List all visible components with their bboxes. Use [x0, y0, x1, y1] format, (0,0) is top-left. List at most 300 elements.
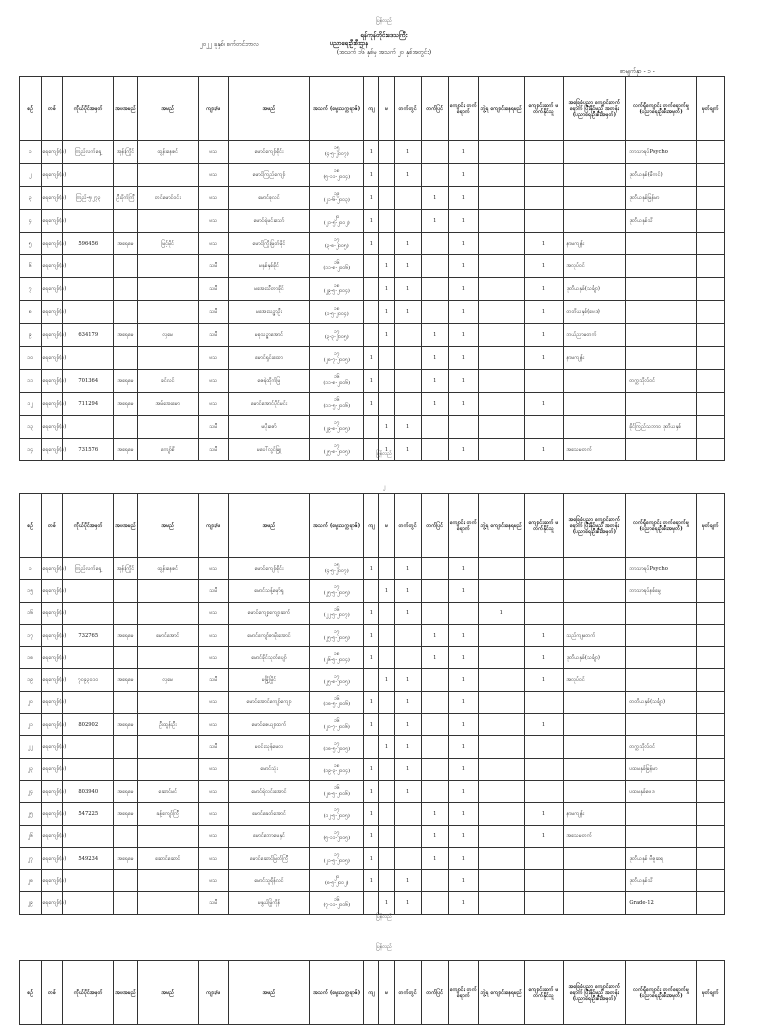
- column-header: မှတ်ချက်: [696, 77, 724, 141]
- cell-person: မောင်ရဲလင်းအောင်: [228, 780, 309, 802]
- age-value: ၁၇: [333, 328, 340, 335]
- cell-c2: [379, 141, 394, 164]
- cell-c1: 1: [364, 825, 379, 847]
- cell-person: မောင်ဘောမေနှင်: [228, 825, 309, 847]
- cell-c9: ဒုတိယနှစ်မြန်မာ: [626, 186, 696, 209]
- age-value: ၁၇: [333, 443, 340, 450]
- cell-unit: ရေကျော်(၁): [41, 438, 63, 461]
- cell-father: အုန်းကြိုင်: [114, 558, 138, 580]
- table-header-row: [20, 961, 725, 1025]
- column-header: လက်ရှိကျောင်း တက်ရောက်မှု (ပညာရေးဦးစီးအမှတ်): [626, 77, 696, 141]
- age-dob-cell: [310, 209, 364, 232]
- cell-c5: 1: [448, 209, 478, 232]
- cell-c2: 1: [379, 669, 394, 691]
- table-row: [20, 209, 725, 232]
- cell-c9: [626, 324, 696, 347]
- dob-value: (၂၀-၇-၂၀၀၆): [323, 723, 350, 730]
- cell-id: 596456: [63, 232, 114, 255]
- cell-c5: 1: [448, 301, 478, 324]
- cell-c5: 1: [448, 714, 478, 736]
- cell-c4: 1: [421, 209, 448, 232]
- cell-unit: ရေကျော်(၁): [41, 847, 63, 869]
- cell-sex: ဗသ: [198, 825, 228, 847]
- cell-id: [63, 691, 114, 713]
- column-header: လက်ရှိကျောင်း တက်ရောက်မှု (ပညာရေးဦးစီးအမှတ်): [626, 961, 696, 1025]
- cell-no: ၇: [20, 278, 42, 301]
- cell-unit: ရေကျော်(၁): [41, 415, 63, 438]
- column-header: ကျောင်း တက်ရောက်: [448, 494, 478, 558]
- table-row: [20, 714, 725, 736]
- cell-c3: 1: [394, 415, 421, 438]
- cell-sex: ဗသ: [198, 847, 228, 869]
- header-line2-left: ၂၀၂၂ ခုနှစ်၊ စက်တင်ဘာလ: [200, 41, 260, 48]
- cell-c8: အလုပ်ဝင်: [563, 669, 626, 691]
- cell-c8: အသေမတက်: [563, 438, 626, 461]
- age-value: ၁၈: [333, 651, 340, 658]
- cell-c3: [394, 847, 421, 869]
- cell-c8: ဒုတိယနှစ်(သင်္ချာ): [563, 278, 626, 301]
- cell-no: ၂၈: [20, 870, 42, 892]
- cell-id: [63, 758, 114, 780]
- cell-c4: 1: [421, 369, 448, 392]
- dob-value: (၁၈-၅-၂၀၀၅): [323, 746, 351, 753]
- dob-value: (၂၅-၅-၂၀၀၅): [323, 634, 350, 641]
- cell-no: ၂၅: [20, 803, 42, 825]
- cell-c1: 1: [364, 647, 379, 669]
- cell-c7: [524, 141, 563, 164]
- cell-c10: [696, 647, 724, 669]
- cell-sex: ဗသ: [198, 209, 228, 232]
- column-header: အခြေခံပညာ ကျောင်းတက်ရောက် ပြီးနိုင်မည့် အတန်း (ပညာရေးဦးစီးအမှတ်): [563, 961, 626, 1025]
- age-value: ၁၇: [333, 807, 340, 814]
- column-header: အမည်: [228, 77, 309, 141]
- cell-name: မောင်အောင်: [138, 624, 199, 646]
- cell-person: မောင်ကြိုးမြတ်မိုင်: [228, 232, 309, 255]
- age-dob-cell: [310, 163, 364, 186]
- cell-c3: 1: [394, 301, 421, 324]
- cell-c5: 1: [448, 163, 478, 186]
- cell-c5: 1: [448, 580, 478, 602]
- age-value: ၁၆: [333, 259, 340, 266]
- cell-c3: 1: [394, 714, 421, 736]
- cell-no: ၁၉: [20, 669, 42, 691]
- cell-unit: ရေကျော်(၁): [41, 141, 63, 164]
- cell-c9: တက္ကသိုလ်ဝင်: [626, 369, 696, 392]
- cell-c2: 1: [379, 415, 394, 438]
- cell-sex: ဗသ: [198, 758, 228, 780]
- cell-name: [138, 209, 199, 232]
- cell-father: အရေမေ: [114, 324, 138, 347]
- cell-c3: [394, 209, 421, 232]
- cell-c6: [479, 714, 524, 736]
- cell-person: မနှစ်နှစ်ခိုင်: [228, 255, 309, 278]
- cell-c8: [563, 758, 626, 780]
- cell-c4: 1: [421, 847, 448, 869]
- cell-person: မောင်ဆောင်မြတ်ကြီ: [228, 847, 309, 869]
- cell-sex: ဗသ: [198, 558, 228, 580]
- cell-name: [138, 691, 199, 713]
- cell-c10: [696, 163, 724, 186]
- cell-c3: 1: [394, 758, 421, 780]
- cell-c7: [524, 209, 563, 232]
- age-value: ၁၇: [333, 420, 340, 427]
- cell-c4: [421, 714, 448, 736]
- age-value: ၁၉: [333, 191, 340, 198]
- cell-sex: ဗသ: [198, 369, 228, 392]
- table-row: [20, 186, 725, 209]
- cell-unit: ရေကျော်(၁): [41, 301, 63, 324]
- cell-c2: 1: [379, 438, 394, 461]
- cell-c9: [626, 278, 696, 301]
- cell-sex: ဗသ: [198, 347, 228, 370]
- cell-c7: [524, 758, 563, 780]
- cell-name: ဦးထွန်းဦး: [138, 714, 199, 736]
- cell-c8: [563, 780, 626, 802]
- cell-c3: 1: [394, 558, 421, 580]
- age-value: ၁၇: [333, 852, 340, 858]
- cell-id: ကြည်လက်ရှေ့: [63, 558, 114, 580]
- cell-person: မမြို့မြိုင်: [228, 669, 309, 691]
- age-dob-cell: [310, 232, 364, 255]
- dob-value: (၂၅-၅-၂၀၀၅): [323, 589, 350, 596]
- cell-c10: [696, 825, 724, 847]
- cell-c5: 1: [448, 758, 478, 780]
- cell-c4: 1: [421, 324, 448, 347]
- cell-c2: [379, 847, 394, 869]
- cell-c7: [524, 580, 563, 602]
- cell-sex: သမီ: [198, 736, 228, 758]
- cell-c4: [421, 415, 448, 438]
- dob-value: (၁၁-၈-၂၀၀၆): [323, 265, 351, 272]
- cell-c7: 1: [524, 624, 563, 646]
- cell-c8: [563, 141, 626, 164]
- cell-c7: 1: [524, 278, 563, 301]
- age-value: ၁၆: [333, 785, 340, 792]
- cell-unit: ရေကျော်(၁): [41, 803, 63, 825]
- table-row: [20, 392, 725, 415]
- cell-c6: [479, 301, 524, 324]
- cell-person: မောင်အောင်ပိုင်မင်း: [228, 392, 309, 415]
- cell-c8: ဒုတိယနှစ်(သင်္ချာ): [563, 647, 626, 669]
- age-dob-cell: [310, 870, 364, 892]
- cell-c2: [379, 186, 394, 209]
- cell-c3: 1: [394, 780, 421, 802]
- cell-c8: [563, 691, 626, 713]
- cell-father: အရေမေ: [114, 624, 138, 646]
- cell-id: [63, 870, 114, 892]
- column-header: ကိုယ်ပိုင်အမှတ်: [63, 494, 114, 558]
- cell-sex: ဗသ: [198, 870, 228, 892]
- cell-unit: ရေကျော်(၁): [41, 691, 63, 713]
- cell-c2: [379, 714, 394, 736]
- cell-c7: [524, 691, 563, 713]
- cell-c7: 1: [524, 301, 563, 324]
- dob-value: (၁-၅-၂၀၀၄): [324, 311, 349, 318]
- cell-c5: 1: [448, 324, 478, 347]
- table-row: [20, 558, 725, 580]
- table-row: [20, 691, 725, 713]
- cell-c6: [479, 647, 524, 669]
- column-header: အမည်: [228, 961, 309, 1025]
- cell-father: အရေမေ: [114, 392, 138, 415]
- cell-c2: [379, 347, 394, 370]
- dob-value: (၂၈-၅-၂၀၀၆): [323, 790, 350, 797]
- column-header: တစ်: [41, 77, 63, 141]
- cell-no: ၁၄: [20, 438, 42, 461]
- cell-id: [63, 736, 114, 758]
- cell-unit: ရေကျော်(၁): [41, 186, 63, 209]
- cell-c4: [421, 691, 448, 713]
- cell-c7: [524, 369, 563, 392]
- age-value: ၁၇: [333, 584, 340, 591]
- cell-no: ၂၁: [20, 714, 42, 736]
- cell-c5: 1: [448, 186, 478, 209]
- cell-c5: [448, 415, 478, 438]
- cell-c2: [379, 691, 394, 713]
- cell-c9: ဒုတိယနှစ်သိ: [626, 870, 696, 892]
- cell-id: [63, 415, 114, 438]
- cell-c10: [696, 392, 724, 415]
- cell-c8: [563, 602, 626, 624]
- cell-c4: [421, 602, 448, 624]
- age-value: ၁၆: [333, 374, 340, 381]
- column-header: ကျ: [364, 961, 379, 1025]
- cell-name: ဆောင်မင်: [138, 780, 199, 802]
- cell-sex: ဗသ: [198, 602, 228, 624]
- cell-father: အရေမေ: [114, 669, 138, 691]
- cell-father: [114, 892, 138, 914]
- cell-no: ၂၉: [20, 892, 42, 914]
- cell-unit: ရေကျော်(၁): [41, 232, 63, 255]
- cell-no: ၂၃: [20, 758, 42, 780]
- dob-value: (၂၈-၇-၂၀၀၅): [323, 356, 350, 363]
- dob-value: (၃-၈-၂၀၀၅): [324, 242, 349, 249]
- cell-c7: [524, 186, 563, 209]
- cell-no: ၂: [20, 163, 42, 186]
- column-header: တက်တွင်: [394, 77, 421, 141]
- cell-c6: [479, 847, 524, 869]
- cell-c8: နာမကျန်း: [563, 803, 626, 825]
- cell-c5: 1: [448, 438, 478, 461]
- dob-value: (၅-၁၁-၂၀၀၄): [323, 173, 351, 180]
- cell-c3: 1: [394, 141, 421, 164]
- cell-person: မောင်ခိုင်သုတ်ပျော်: [228, 647, 309, 669]
- age-value: ၁၅: [333, 145, 340, 152]
- cell-no: ၁၅: [20, 580, 42, 602]
- table-row: [20, 369, 725, 392]
- cell-c3: [394, 369, 421, 392]
- cell-c7: [524, 163, 563, 186]
- cell-name: [138, 736, 199, 758]
- dob-value: (၇-၁၁-၂၀၀၆): [323, 902, 351, 909]
- cell-c6: [479, 892, 524, 914]
- cell-unit: ရေကျော်(၁): [41, 347, 63, 370]
- cell-c8: အလုပ်ဝင်: [563, 255, 626, 278]
- cell-father: [114, 580, 138, 602]
- cell-c3: [394, 647, 421, 669]
- cell-c5: 1: [448, 141, 478, 164]
- cell-c6: [479, 691, 524, 713]
- cell-father: ဦးပိုက်ကြီ: [114, 186, 138, 209]
- cell-c4: 1: [421, 624, 448, 646]
- cell-c9: [626, 803, 696, 825]
- cell-id: [63, 301, 114, 324]
- cell-c10: [696, 714, 724, 736]
- cell-c5: 1: [448, 892, 478, 914]
- cell-c1: [364, 415, 379, 438]
- cell-c10: [696, 758, 724, 780]
- column-header: မှတ်ချက်: [696, 494, 724, 558]
- cell-c1: 1: [364, 209, 379, 232]
- age-value: ၁၈: [333, 762, 340, 769]
- cell-person: မောင်ကျော်စိုင်း: [228, 141, 309, 164]
- dob-value: (၅-၁၁-၂၀၀၅): [323, 835, 351, 842]
- cell-c8: [563, 415, 626, 438]
- column-header: စဉ်: [20, 961, 42, 1025]
- age-dob-cell: [310, 847, 364, 869]
- cell-c4: 1: [421, 647, 448, 669]
- cell-c10: [696, 186, 724, 209]
- cell-no: ၂၇: [20, 847, 42, 869]
- cell-c7: 1: [524, 232, 563, 255]
- age-value: ၁၇: [333, 673, 340, 680]
- cell-id: [63, 347, 114, 370]
- cell-c10: [696, 847, 724, 869]
- column-header: အခြေခံပညာ ကျောင်းတက်ရောက် ပြီးနိုင်မည့် အတန်း (ပညာရေးဦးစီးအမှတ်): [563, 494, 626, 558]
- column-header: အဖအမည်: [114, 961, 138, 1025]
- cell-unit: ရေကျော်(၁): [41, 624, 63, 646]
- cell-no: ၁: [20, 558, 42, 580]
- cell-unit: ရေကျော်(၁): [41, 736, 63, 758]
- cell-c8: အသေမတက်: [563, 825, 626, 847]
- cell-c8: [563, 714, 626, 736]
- dob-value: (၈-၅-၂၀၀၂): [325, 879, 349, 886]
- column-header: ကျ: [364, 494, 379, 558]
- cell-id: [63, 163, 114, 186]
- cell-sex: သမီ: [198, 580, 228, 602]
- cell-father: [114, 691, 138, 713]
- age-value: ၁၈: [333, 282, 340, 289]
- cell-c9: ဒုတိယနှစ် ဗီဇူဆရ: [626, 847, 696, 869]
- cell-person: မောင်ကြည်ကျော်: [228, 163, 309, 186]
- cell-c2: [379, 163, 394, 186]
- cell-c8: [563, 847, 626, 869]
- cell-c1: 1: [364, 186, 379, 209]
- cell-person: မစုသဉ္ဇာအောင်: [228, 324, 309, 347]
- cell-father: [114, 415, 138, 438]
- cell-c9: ခိုင်ကြည်သဘာဝ ဒုတိယနှစ်: [626, 415, 696, 438]
- cell-c6: [479, 624, 524, 646]
- cell-id: 547225: [63, 803, 114, 825]
- cell-c3: [394, 186, 421, 209]
- column-header: ကိုယ်ပိုင်အမှတ်: [63, 961, 114, 1025]
- cell-name: ထွန်းနေဇင်: [138, 141, 199, 164]
- cell-c1: 1: [364, 847, 379, 869]
- cell-c2: [379, 392, 394, 415]
- cell-sex: သမီ: [198, 438, 228, 461]
- column-header: မ: [379, 961, 394, 1025]
- cell-c10: [696, 255, 724, 278]
- cell-c5: 1: [448, 847, 478, 869]
- cell-c3: 1: [394, 438, 421, 461]
- dob-value: (၃-၃-၂၀၀၅): [324, 334, 349, 341]
- cell-id: 701364: [63, 369, 114, 392]
- cell-c6: [479, 232, 524, 255]
- cell-name: လှမေ: [138, 324, 199, 347]
- cell-person: မောင်ရှင်းထော: [228, 347, 309, 370]
- cell-c9: [626, 624, 696, 646]
- cell-c8: [563, 558, 626, 580]
- cell-c10: [696, 669, 724, 691]
- column-header: တက်တွင်: [394, 494, 421, 558]
- header-line2-right: ပညာရေးဦးစီးဌာန: [330, 40, 369, 47]
- cell-c9: [626, 602, 696, 624]
- cell-c6: [479, 163, 524, 186]
- cell-c9: [626, 714, 696, 736]
- cell-father: [114, 163, 138, 186]
- cell-sex: ဗသ: [198, 714, 228, 736]
- cell-c4: [421, 163, 448, 186]
- column-header: အမည်: [138, 77, 199, 141]
- cell-id: ကြည်လက်ရှေ့: [63, 141, 114, 164]
- cell-father: အရေမေ: [114, 714, 138, 736]
- cell-c3: [394, 825, 421, 847]
- column-header: အဖအမည်: [114, 494, 138, 558]
- cell-person: မောင်ကျော့ကျော့ဆက်: [228, 602, 309, 624]
- cell-c7: [524, 870, 563, 892]
- cell-c10: [696, 415, 724, 438]
- cell-no: ၂၄: [20, 780, 42, 802]
- cell-c1: 1: [364, 369, 379, 392]
- cell-father: အရေမေ: [114, 232, 138, 255]
- column-header: တက်ပြင်: [421, 77, 448, 141]
- cell-c9: [626, 255, 696, 278]
- cell-c2: [379, 558, 394, 580]
- cell-c9: ဒုတိယနှစ်(မီကင်): [626, 163, 696, 186]
- cell-no: ၂၆: [20, 825, 42, 847]
- cell-c9: ဘာသာရပ်Psycho: [626, 141, 696, 164]
- cell-c10: [696, 580, 724, 602]
- cell-no: ၆: [20, 255, 42, 278]
- cell-person: မောင်ခေတ်အောင်: [228, 803, 309, 825]
- cell-c6: [479, 255, 524, 278]
- cell-name: ဆောင်ဆောင်: [138, 847, 199, 869]
- cell-c7: 1: [524, 438, 563, 461]
- table-row: [20, 301, 725, 324]
- dob-value: (၂၂-၅-၂၀၀၇): [323, 612, 350, 619]
- cell-father: အုန်းကြိုင်: [114, 141, 138, 164]
- cell-c1: 1: [364, 714, 379, 736]
- column-header: ဘွဲ့ရ ကျောင်းနေရမည်: [479, 961, 524, 1025]
- cell-c4: 1: [421, 825, 448, 847]
- cell-c9: ပထမနှစ်ဗေဒ: [626, 780, 696, 802]
- cell-c6: [479, 392, 524, 415]
- cell-c2: [379, 624, 394, 646]
- cell-name: မြင့်မိုင်: [138, 232, 199, 255]
- age-value: ၁၇: [333, 829, 340, 836]
- cell-c1: [364, 324, 379, 347]
- table-header-row: [20, 494, 725, 558]
- cell-c1: 1: [364, 163, 379, 186]
- cell-c7: 1: [524, 647, 563, 669]
- cell-c4: [421, 580, 448, 602]
- dob-value: (၂၁-၆-၂၀၀၃): [323, 196, 350, 203]
- cell-c5: 1: [448, 780, 478, 802]
- cell-c2: [379, 780, 394, 802]
- cell-c1: [364, 255, 379, 278]
- cell-c4: [421, 780, 448, 802]
- cell-id: 634179: [63, 324, 114, 347]
